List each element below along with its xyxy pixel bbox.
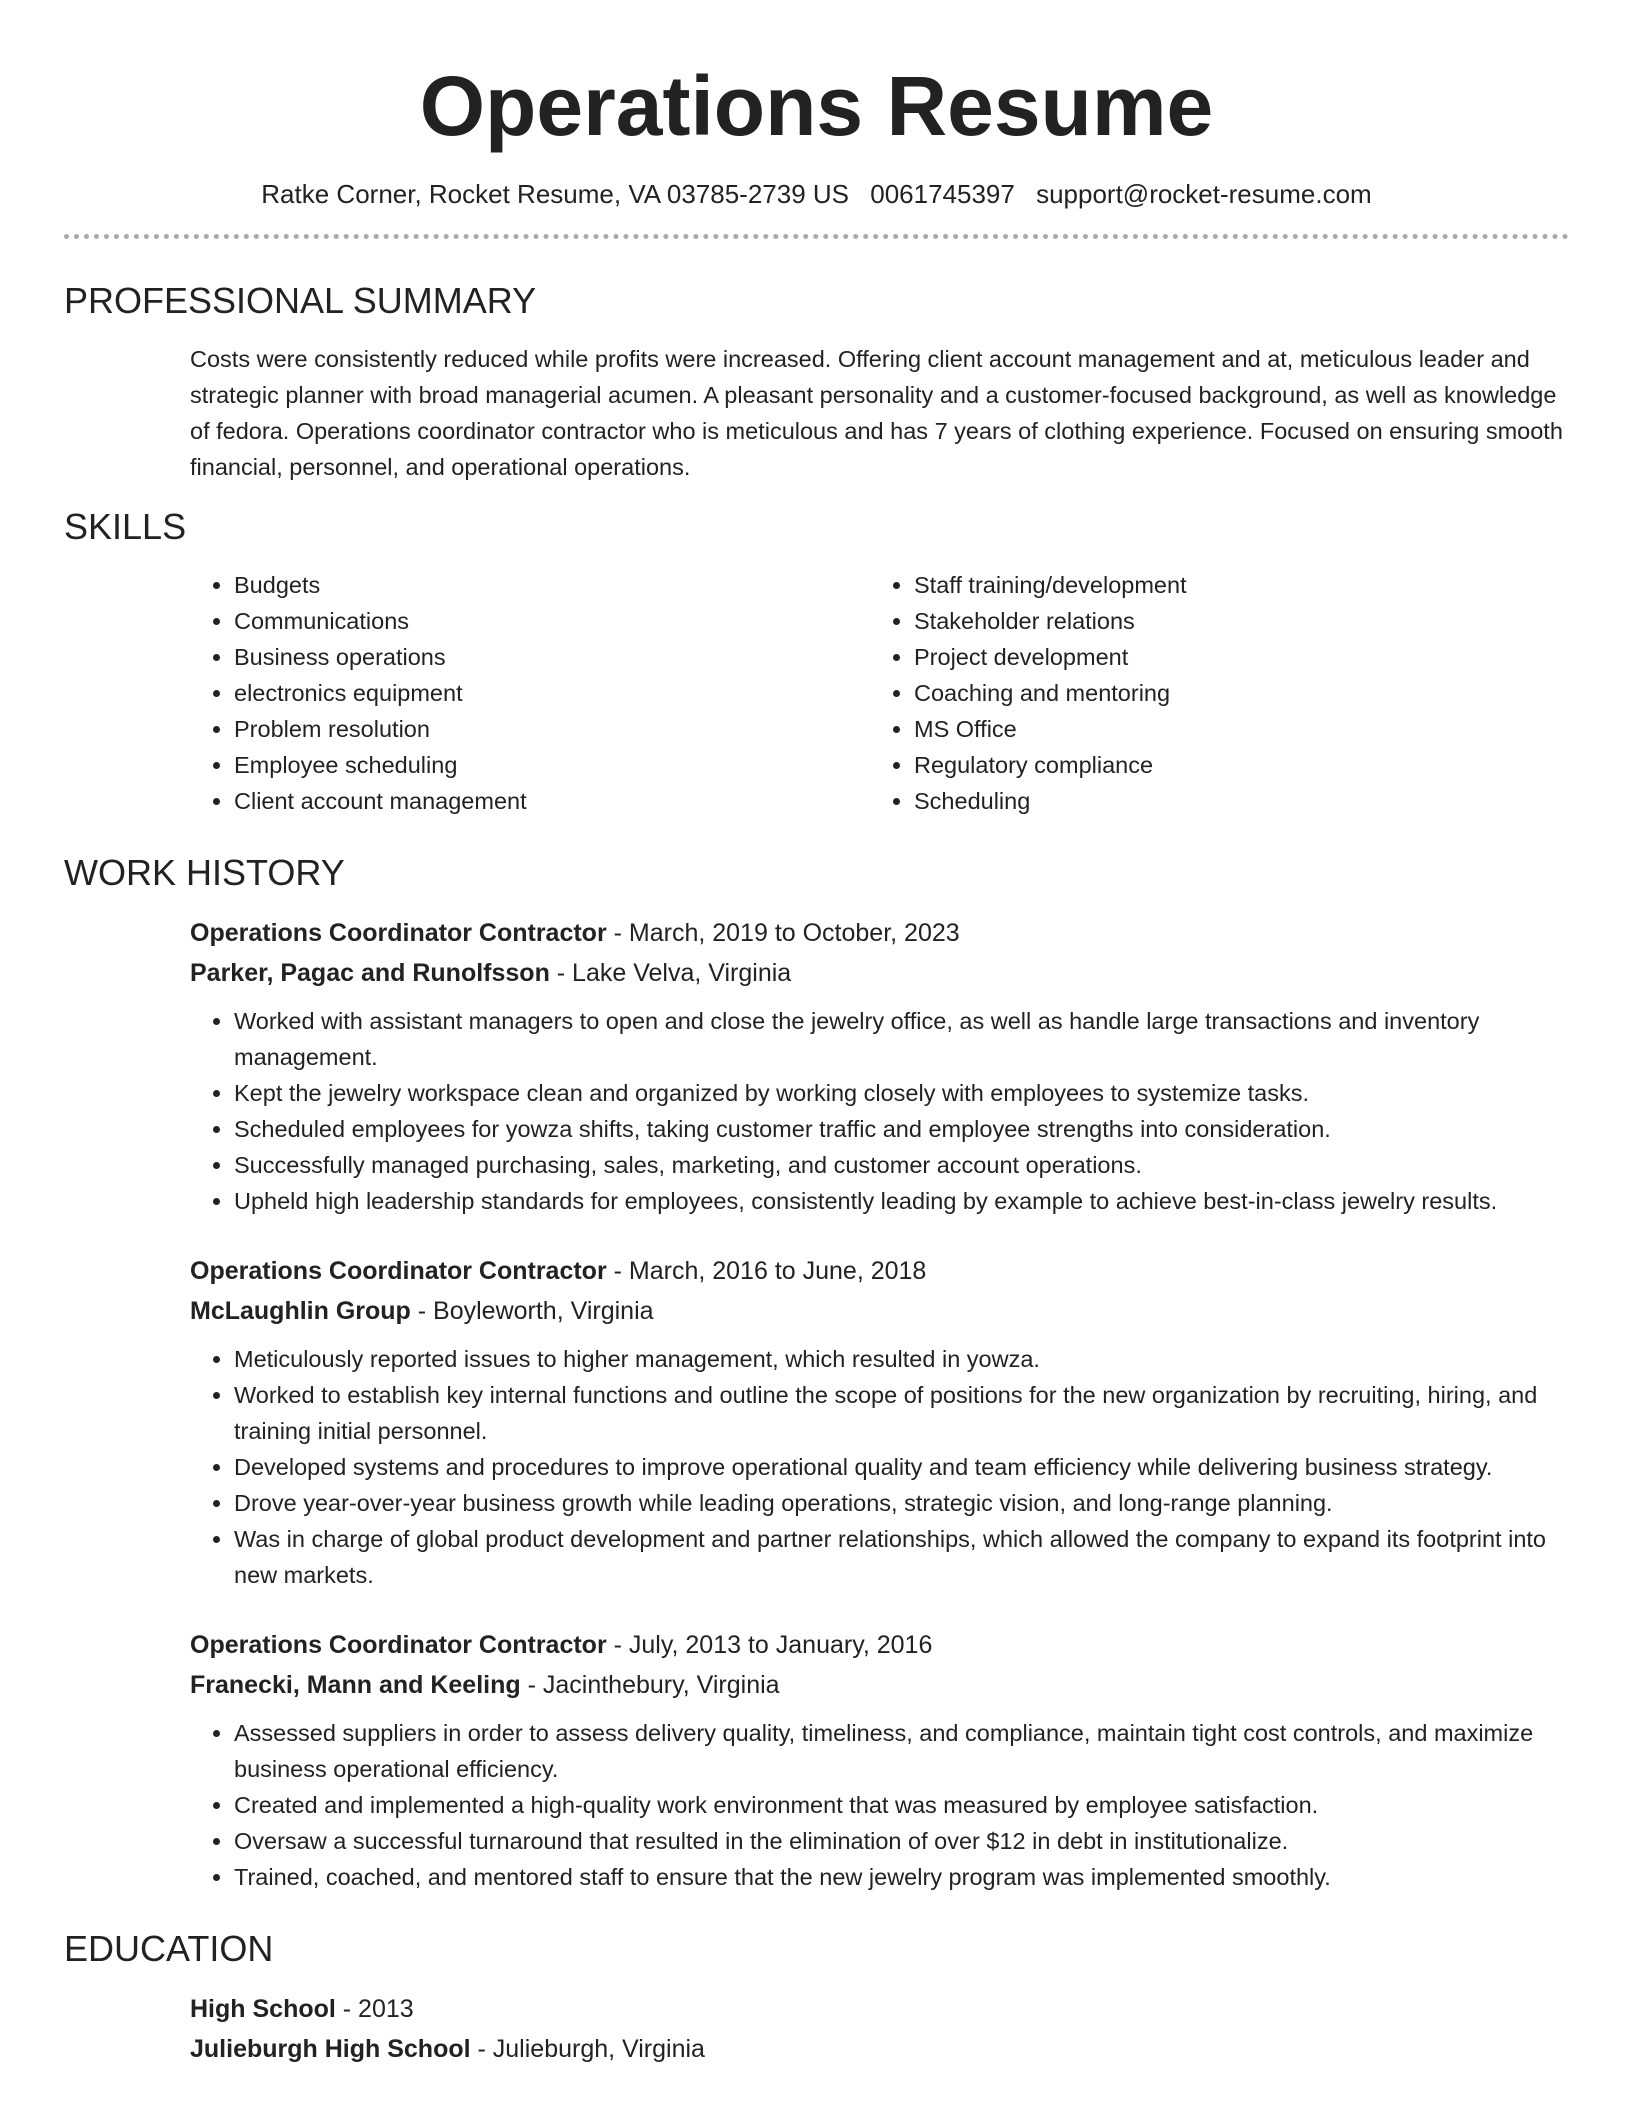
job-bullet: • Assessed suppliers in order to assess delivery quality, timeliness, and compliance, maintain tight cost controls, and maximize business operational efficiency. [234, 1715, 1569, 1787]
resume-title: Operations Resume [419, 59, 1214, 153]
job-dates: - March, 2016 to June, 2018 [606, 1257, 927, 1285]
job-bullets [190, 1715, 1569, 1895]
job-location: - Boyleworth, Virginia [410, 1297, 654, 1325]
job-company: McLaughlin Group [190, 1297, 411, 1325]
job-company: Parker, Pagac and Runolfsson [190, 959, 550, 987]
job-bullets [190, 1003, 1569, 1219]
job-bullet: • Was in charge of global product development and partner relationships, which allowed the company to expand its footprint into new markets. [234, 1521, 1569, 1593]
job-title: Operations Coordinator Contractor [190, 1631, 607, 1659]
job-bullet: • Kept the jewelry workspace clean and organized by working closely with employees to systemize tasks. [234, 1075, 1569, 1111]
contact-phone: 0061745397 [870, 179, 1015, 209]
job-bullet: • Successfully managed purchasing, sales, marketing, and customer account operations. [234, 1147, 1569, 1183]
skill-item: • Scheduling [914, 783, 1187, 819]
education-year: - 2013 [335, 1995, 414, 2023]
skill-item: • Project development [914, 639, 1187, 675]
job-location: - Jacinthebury, Virginia [520, 1671, 780, 1699]
contact-email: support@rocket-resume.com [1036, 179, 1372, 209]
skill-item: • Communications [234, 603, 870, 639]
job-title: Operations Coordinator Contractor [190, 919, 607, 947]
work-history-heading: WORK HISTORY [64, 852, 345, 893]
education-entry [190, 1989, 1569, 2069]
skills-grid [190, 567, 1569, 819]
skill-item: • Employee scheduling [234, 747, 870, 783]
education-degree: High School [190, 1995, 336, 2023]
skill-item: • Coaching and mentoring [914, 675, 1187, 711]
skill-item: • Business operations [234, 639, 870, 675]
job-dates: - March, 2019 to October, 2023 [606, 919, 960, 947]
job-bullet: • Worked to establish key internal functions and outline the scope of positions for the new organization by recruiting, hiring, and training initial personnel. [234, 1377, 1569, 1449]
job-company-line [190, 953, 1569, 993]
job-bullet: • Upheld high leadership standards for employees, consistently leading by example to achieve best-in-class jewelry results. [234, 1183, 1569, 1219]
skill-item: • Client account management [234, 783, 870, 819]
job-entry [190, 913, 1569, 1219]
skill-item: • Budgets [234, 567, 870, 603]
job-title-line [190, 1625, 1569, 1665]
summary-heading: PROFESSIONAL SUMMARY [64, 280, 537, 321]
skills-list-right [870, 567, 1187, 819]
job-title-line [190, 1251, 1569, 1291]
education-school-line [190, 2029, 1569, 2069]
job-bullet: • Scheduled employees for yowza shifts, taking customer traffic and employee strengths into consideration. [234, 1111, 1569, 1147]
skill-item: • MS Office [914, 711, 1187, 747]
job-company-line [190, 1665, 1569, 1705]
job-company-line [190, 1291, 1569, 1331]
header-divider [64, 234, 1569, 239]
job-bullets [190, 1341, 1569, 1593]
job-dates: - July, 2013 to January, 2016 [606, 1631, 933, 1659]
skill-item: • Regulatory compliance [914, 747, 1187, 783]
job-bullet: • Created and implemented a high-quality work environment that was measured by employee satisfaction. [234, 1787, 1569, 1823]
education-school: Julieburgh High School [190, 2035, 471, 2063]
skill-item: • electronics equipment [234, 675, 870, 711]
skills-heading: SKILLS [64, 506, 187, 547]
job-location: - Lake Velva, Virginia [549, 959, 792, 987]
job-entry [190, 1625, 1569, 1895]
job-bullet: • Developed systems and procedures to improve operational quality and team efficiency while delivering business strategy. [234, 1449, 1569, 1485]
summary-text: Costs were consistently reduced while profits were increased. Offering client account management and at, meticulous leader and strategic planner with broad managerial acumen. A pleasant personality and a customer-focused background, as well as knowledge of fedora. Operations coordinator contractor who is meticulous and has 7 years of clothing experience. Focused on ensuring smooth financial, personnel, and operational operations. [190, 346, 1563, 480]
education-location: - Julieburgh, Virginia [470, 2035, 705, 2063]
contact-info [64, 178, 1569, 210]
contact-address: Ratke Corner, Rocket Resume, VA 03785-2739 US [261, 179, 849, 209]
skill-item: • Stakeholder relations [914, 603, 1187, 639]
job-entry [190, 1251, 1569, 1593]
job-bullet: • Trained, coached, and mentored staff to ensure that the new jewelry program was implemented smoothly. [234, 1859, 1569, 1895]
skills-list-left [190, 567, 870, 819]
skill-item: • Staff training/development [914, 567, 1187, 603]
job-bullet: • Meticulously reported issues to higher management, which resulted in yowza. [234, 1341, 1569, 1377]
education-heading: EDUCATION [64, 1928, 274, 1969]
skill-item: • Problem resolution [234, 711, 870, 747]
job-bullet: • Worked with assistant managers to open and close the jewelry office, as well as handle large transactions and inventory management. [234, 1003, 1569, 1075]
job-title-line [190, 913, 1569, 953]
job-bullet: • Drove year-over-year business growth while leading operations, strategic vision, and long-range planning. [234, 1485, 1569, 1521]
job-company: Franecki, Mann and Keeling [190, 1671, 521, 1699]
job-bullet: • Oversaw a successful turnaround that resulted in the elimination of over $12 in debt in institutionalize. [234, 1823, 1569, 1859]
job-title: Operations Coordinator Contractor [190, 1257, 607, 1285]
education-degree-line [190, 1989, 1569, 2029]
resume-page [64, 0, 1569, 2069]
